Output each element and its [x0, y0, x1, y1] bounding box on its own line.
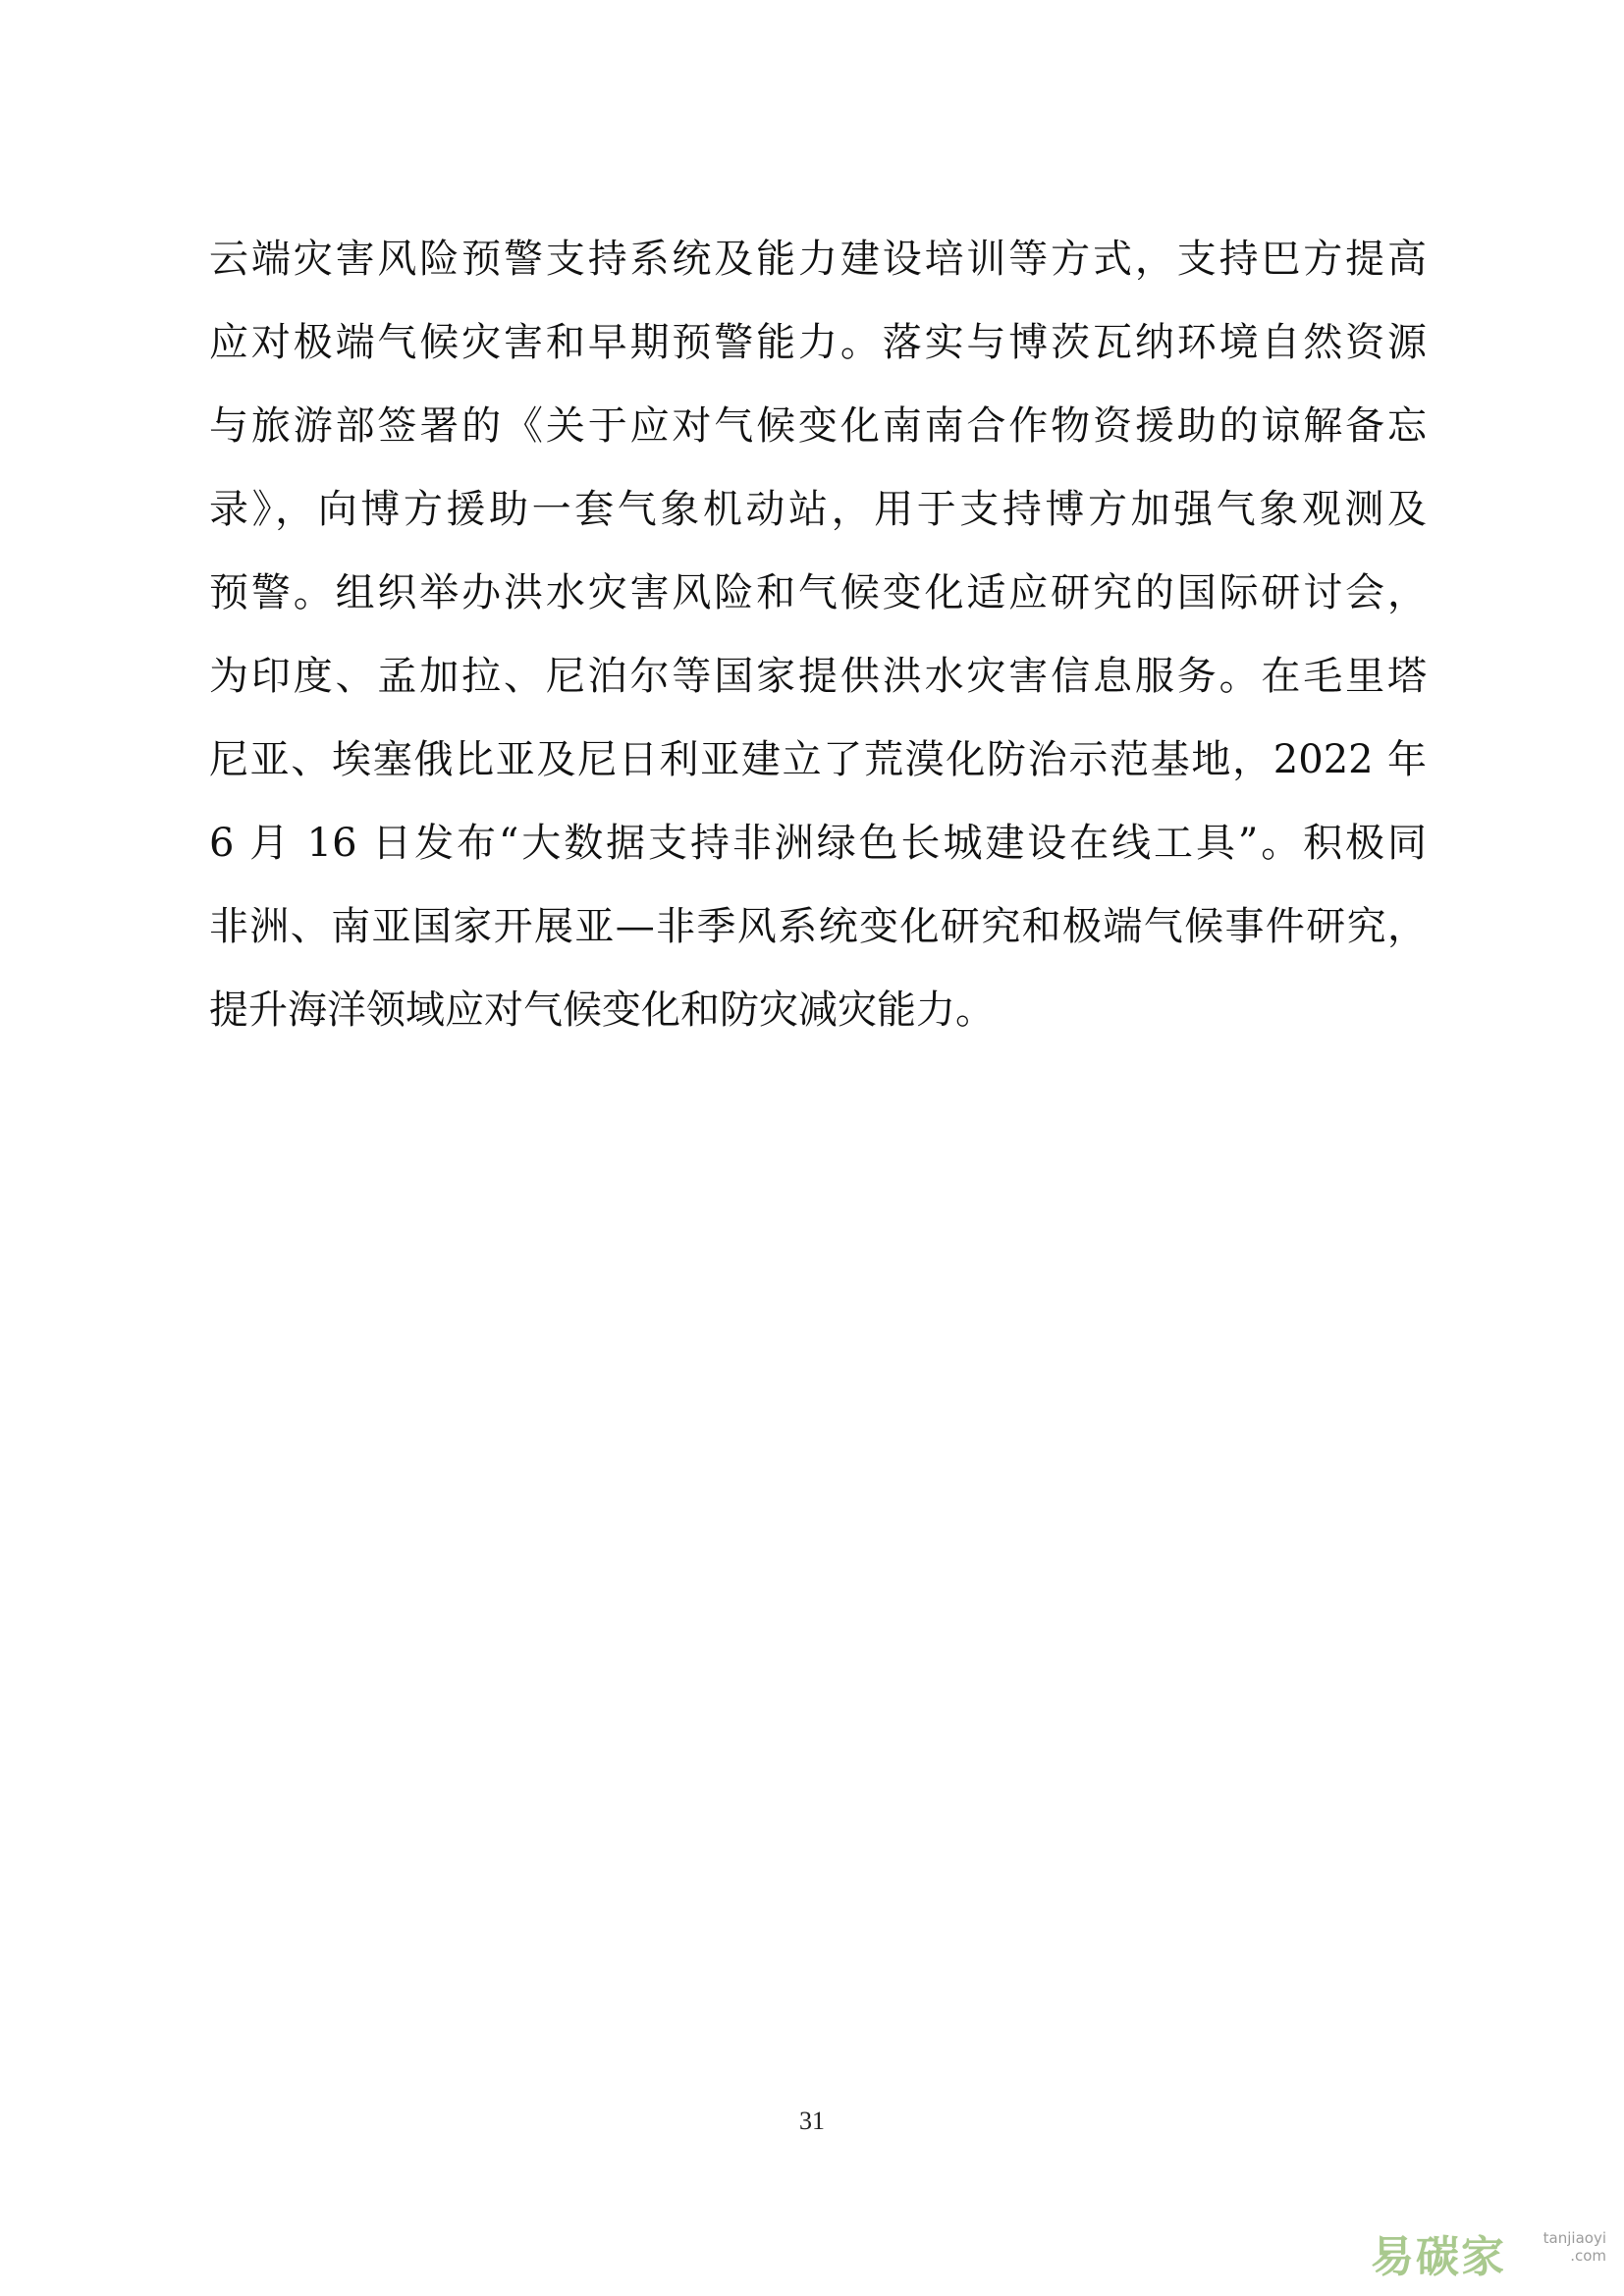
watermark-site	[1543, 2229, 1606, 2265]
text-line: 提升海洋领域应对气候变化和防灾减灾能力。	[209, 988, 995, 1033]
site-watermark-logo	[1371, 2208, 1606, 2286]
page-number: 31	[799, 2107, 825, 2135]
text-line: 6 月 16 日发布“大数据支持非洲绿色长城建设在线工具”。积极同	[209, 821, 1427, 866]
body-paragraph	[209, 218, 1427, 1052]
text-line: 录》，向博方援助一套气象机动站，用于支持博方加强气象观测及	[209, 487, 1427, 532]
text-line: 预警。组织举办洪水灾害风险和气候变化适应研究的国际研讨会，	[209, 570, 1427, 615]
text-line: 非洲、南亚国家开展亚—非季风系统变化研究和极端气候事件研究，	[209, 904, 1427, 949]
text-line: 应对极端气候灾害和早期预警能力。落实与博茨瓦纳环境自然资源	[209, 320, 1427, 365]
text-line: 云端灾害风险预警支持系统及能力建设培训等方式，支持巴方提高	[209, 237, 1427, 282]
watermark-site-line1: tanjiaoyi	[1543, 2229, 1606, 2247]
text-line: 为印度、孟加拉、尼泊尔等国家提供洪水灾害信息服务。在毛里塔	[209, 654, 1427, 699]
text-line: 与旅游部签署的《关于应对气候变化南南合作物资援助的谅解备忘	[209, 403, 1427, 449]
watermark-site-line2: .com	[1570, 2247, 1606, 2265]
watermark-brand: 易碳家	[1371, 2232, 1506, 2282]
text-line: 尼亚、埃塞俄比亚及尼日利亚建立了荒漠化防治示范基地，2022 年	[209, 737, 1427, 782]
